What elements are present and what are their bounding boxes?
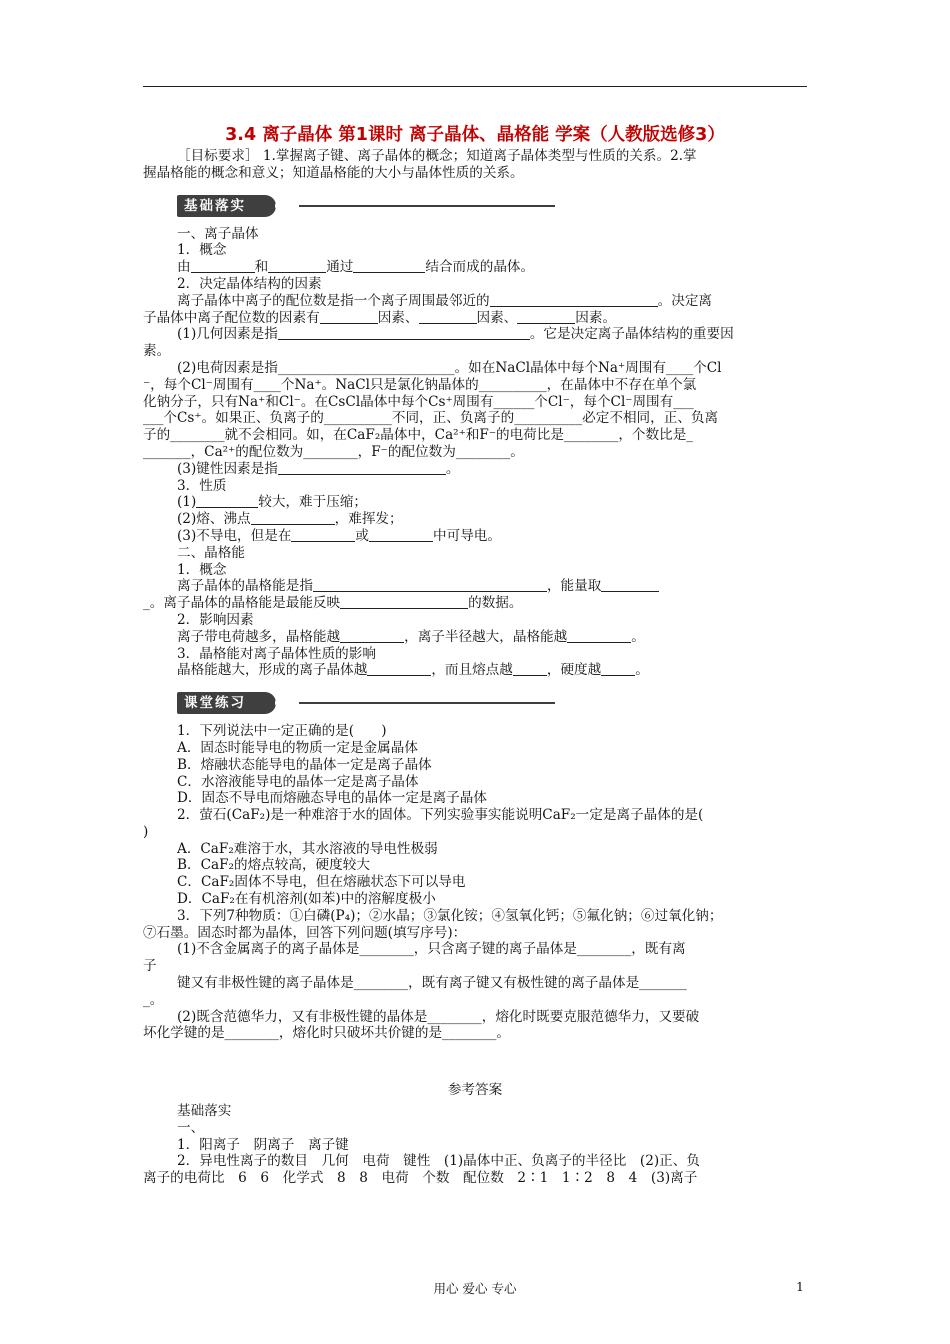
text-line: (1)不含金属离子的离子晶体是________，只含离子键的离子晶体是________，既有离 xyxy=(177,941,686,958)
header-rule xyxy=(143,86,807,87)
heading: 二、晶格能 xyxy=(177,544,245,561)
text-line: (2)既含范德华力，又有非极性键的晶体是________，熔化时既要克服范德华力，又要破 xyxy=(177,1008,700,1025)
heading: 一、离子晶体 xyxy=(177,225,259,242)
text-line: 素。 xyxy=(143,343,171,360)
text-line: (1) 较大，难于压缩； xyxy=(177,494,368,511)
section-banner-basics xyxy=(177,192,807,216)
option: B．CaF₂的熔点较高，硬度较大 xyxy=(177,857,370,874)
divider xyxy=(299,702,555,704)
text-line: 子晶体中离子配位数的因素有 因素、 因素、 因素。 xyxy=(143,309,617,326)
subheading: 3．晶格能对离子晶体性质的影响 xyxy=(177,645,376,662)
page-title: 3.4 离子晶体 第1课时 离子晶体、晶格能 学案（人教版选修3） xyxy=(225,125,725,145)
option: B．熔融状态能导电的晶体一定是离子晶体 xyxy=(177,756,432,773)
text-line: 子 xyxy=(143,958,157,975)
text-line: 由 和 通过 结合而成的晶体。 xyxy=(177,259,535,276)
text-line: (3)不导电，但是在 或 中可导电。 xyxy=(177,527,501,544)
bullet-icon xyxy=(275,697,287,709)
section-banner-practice xyxy=(177,689,807,713)
divider xyxy=(299,205,555,207)
subheading: 1．概念 xyxy=(177,242,227,259)
page-number: 1 xyxy=(796,1279,804,1294)
text-line: 子的________就不会相同。如，在CaF₂晶体中，Ca²⁺和F⁻的电荷比是________，个数比是_ xyxy=(143,427,694,444)
goal-line: 握晶格能的概念和意义；知道晶格能的大小与晶体性质的关系。 xyxy=(143,164,524,181)
question: 3．下列7种物质：①白磷(P₄)；②水晶；③氯化铵；④氢氧化钙；⑤氟化钠；⑥过氧化钠； xyxy=(177,907,723,924)
footer-text: 用心 爱心 专心 xyxy=(433,1281,517,1296)
option: A．固态时能导电的物质一定是金属晶体 xyxy=(177,739,418,756)
text-line: (3)键性因素是指 。 xyxy=(177,460,460,477)
text-line: 离子带电荷越多，晶格能越 ，离子半径越大，晶格能越 。 xyxy=(177,628,645,645)
question: 2．萤石(CaF₂)是一种难溶于水的固体。下列实验事实能说明CaF₂一定是离子晶体的是( xyxy=(177,807,704,824)
text-line: 键又有非极性键的离子晶体是________，既有离子键又有极性键的离子晶体是_______ xyxy=(177,975,687,992)
option: D．CaF₂在有机溶剂(如苯)中的溶解度极小 xyxy=(177,891,436,908)
text-line: _。 xyxy=(143,991,164,1008)
text-line: 晶格能越大，形成的离子晶体越 ，而且熔点越 ，硬度越 。 xyxy=(177,662,649,679)
text-line: 离子晶体的晶格能是指 ，能量取 xyxy=(143,578,807,595)
text-line: 1．阳离子 阴离子 离子键 xyxy=(177,1136,349,1153)
answers-heading: 参考答案 xyxy=(447,1082,503,1099)
subheading: 3．性质 xyxy=(177,477,227,494)
bullet-icon xyxy=(275,200,287,212)
subheading: 1．概念 xyxy=(177,561,227,578)
text-line: 坏化学键的是________，熔化时只破坏共价键的是________。 xyxy=(143,1025,511,1042)
document-body xyxy=(143,148,807,1187)
option: D．固态不导电而熔融态导电的晶体一定是离子晶体 xyxy=(177,790,487,807)
text-line: ⁻，每个Cl⁻周围有____个Na⁺。NaCl只是氯化钠晶体的__________，在晶体中不存在单个氯 xyxy=(143,376,697,393)
subheading: 2．决定晶体结构的因素 xyxy=(177,275,322,292)
text-line: 化钠分子，只有Na⁺和Cl⁻。在CsCl晶体中每个Cs⁺周围有______个Cl⁻，每个Cl⁻周围有___ xyxy=(143,393,694,410)
text-line: 2．异电性离子的数目 几何 电荷 键性 (1)晶体中正、负离子的半径比 (2)正、负 xyxy=(177,1153,700,1170)
text-line: (1)几何因素是指 。它是决定离子晶体结构的重要因 xyxy=(177,326,734,343)
question: 1．下列说法中一定正确的是( ) xyxy=(177,723,387,740)
subheading: 2．影响因素 xyxy=(177,611,254,628)
text-line: 一、 xyxy=(177,1119,205,1136)
text-line: 基础落实 xyxy=(177,1103,232,1120)
section-label: 课堂练习 xyxy=(177,692,276,714)
text-line: (2)电荷因素是指__________________________。如在NaCl晶体中每个Na⁺周围有____个Cl xyxy=(177,359,722,376)
text-line: ___个Cs⁺。如果正、负离子的__________不同，正、负离子的__________必定不相同，正、负离 xyxy=(143,410,719,427)
text-line: 离子晶体中离子的配位数是指一个离子周围最邻近的 。决定离 xyxy=(177,292,713,309)
text-line: 离子的电荷比 6 6 化学式 8 8 电荷 个数 配位数 2∶1 1∶2 8 4 (3)离子 xyxy=(143,1170,698,1187)
section-label: 基础落实 xyxy=(177,195,276,217)
option: C．水溶液能导电的晶体一定是离子晶体 xyxy=(177,773,419,790)
text-line: _______，Ca²⁺的配位数为________，F⁻的配位数为________。 xyxy=(143,443,524,460)
option: C．CaF₂固体不导电，但在熔融状态下可以导电 xyxy=(177,874,466,891)
text-line: (2)熔、沸点 ，难挥发； xyxy=(177,511,403,528)
question: ⑦石墨。固态时都为晶体，回答下列问题(填写序号)： xyxy=(143,924,467,941)
option: A．CaF₂难溶于水，其水溶液的导电性极弱 xyxy=(177,840,438,857)
question: ) xyxy=(143,823,149,840)
text-line: _。离子晶体的晶格能是最能反映 的数据。 xyxy=(143,595,523,612)
goal-line: ［目标要求］ 1.掌握离子键、离子晶体的概念；知道离子晶体类型与性质的关系。2.掌 xyxy=(177,148,697,164)
